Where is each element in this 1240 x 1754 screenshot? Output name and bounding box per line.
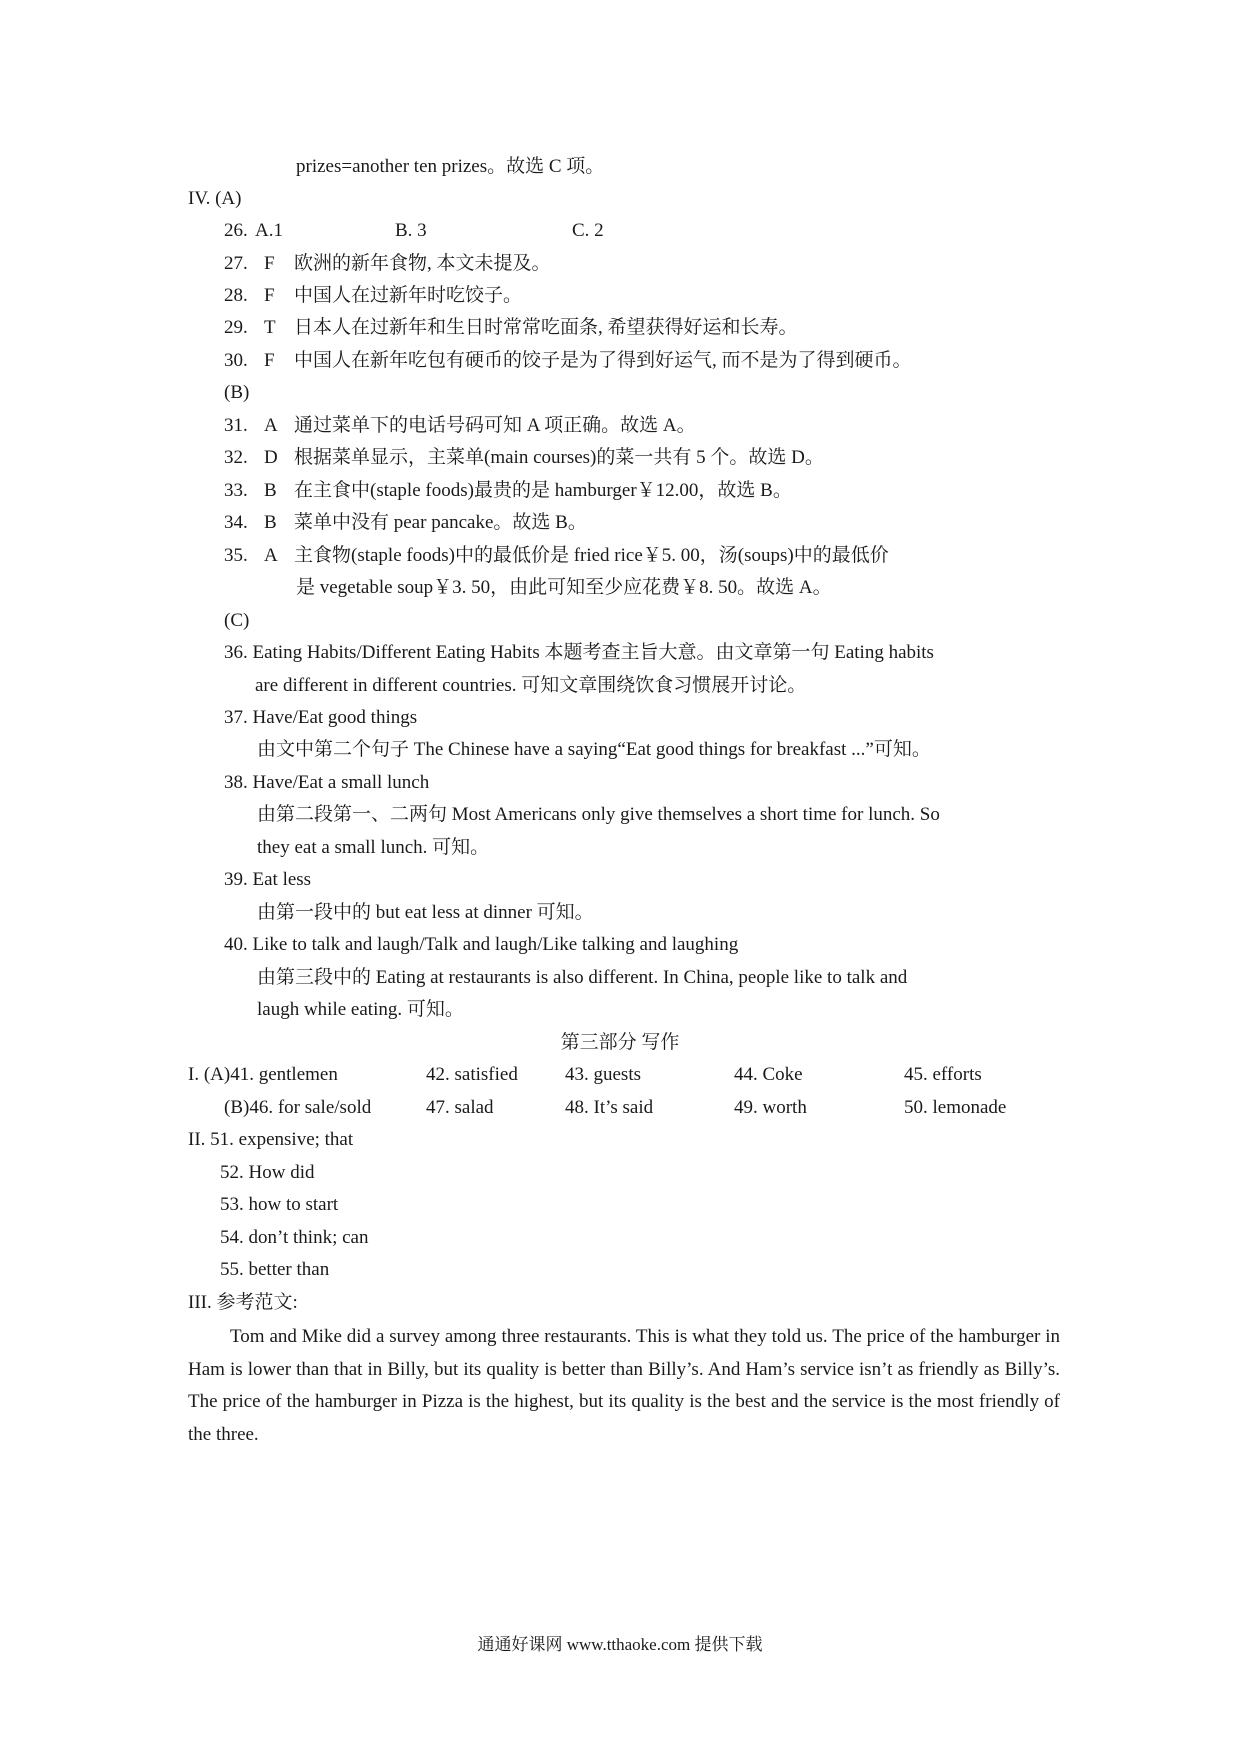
q40-explanation: laugh while eating. 可知。 [257,999,464,1020]
q38-explanation: they eat a small lunch. 可知。 [257,837,490,858]
part-b-label: (B) [224,382,250,403]
q37-answer: 37. Have/Eat good things [224,707,418,728]
part-c-label: (C) [224,610,250,631]
model-essay: Tom and Mike did a survey among three restaurants. This is what they told us. The price of the hamburger in Ham is lower than that in Billy, but its quality is better than Billy’s. And Ham’s service isn’t as friendly as Billy’s. The price of the hamburger in Pizza is the highest, but its quality is the best and the service is the most friendly of the three. [188,1326,1060,1445]
section-iv-a-header: IV. (A) [188,188,242,209]
q36-line: are different in different countries. 可知文章围绕饮食习惯展开讨论。 [255,675,807,696]
vocab-answer: I. (A)41. gentlemen [188,1064,338,1085]
q36-line: 36. Eating Habits/Different Eating Habits 本题考查主旨大意。由文章第一句 Eating habits [224,642,934,663]
page-footer: 通通好课网 www.tthaoke.com 提供下载 [477,1635,763,1654]
q35-continuation: 是 vegetable soup￥3. 50，由此可知至少应花费￥8. 50。故选 A。 [296,577,832,598]
answer-item: 33. B 在主食中(staple foods)最贵的是 hamburger￥12.00，故选 B。 [224,480,792,501]
vocab-answer: 49. worth [734,1097,807,1118]
vocab-answer: 50. lemonade [904,1097,1007,1118]
part3-title: 第三部分 写作 [560,1032,680,1053]
answer-item: 31. A 通过菜单下的电话号码可知 A 项正确。故选 A。 [224,415,696,436]
vocab-answer: (B)46. for sale/sold [224,1097,372,1118]
model-essay-header: III. 参考范文: [188,1292,298,1313]
q40-explanation: 由第三段中的 Eating at restaurants is also different. In China, people like to talk and [257,967,908,988]
sentence-answer: 54. don’t think; can [220,1227,369,1248]
answer-item: 29. T 日本人在过新年和生日时常常吃面条, 希望获得好运和长寿。 [224,317,798,338]
q26-option-b: B. 3 [395,220,427,241]
prev-answer-continuation: prizes=another ten prizes。故选 C 项。 [296,156,605,177]
q38-explanation: 由第二段第一、二两句 Most Americans only give themselves a short time for lunch. So [257,804,940,825]
answer-item: 28. F 中国人在过新年时吃饺子。 [224,285,523,306]
sentence-answer: 55. better than [220,1259,330,1280]
q39-answer: 39. Eat less [224,869,312,890]
q39-explanation: 由第一段中的 but eat less at dinner 可知。 [257,902,594,923]
sentence-answer: 53. how to start [220,1194,339,1215]
vocab-answer: 44. Coke [734,1064,803,1085]
q37-explanation: 由文中第二个句子 The Chinese have a saying“Eat good things for breakfast ...”可知。 [257,739,931,760]
vocab-answer: 42. satisfied [426,1064,518,1085]
q26-option-c: C. 2 [572,220,604,241]
answer-item: 30. F 中国人在新年吃包有硬币的饺子是为了得到好运气, 而不是为了得到硬币。 [224,350,912,371]
q26-option-a: A.1 [255,220,283,241]
vocab-answer: 45. efforts [904,1064,982,1085]
answer-item: 35. A 主食物(staple foods)中的最低价是 fried rice￥5. 00，汤(soups)中的最低价 [224,545,889,566]
answer-item: 34. B 菜单中没有 pear pancake。故选 B。 [224,512,587,533]
vocab-answer: 47. salad [426,1097,494,1118]
q40-answer: 40. Like to talk and laugh/Talk and laugh/Like talking and laughing [224,934,739,955]
answer-item: 27. F 欧洲的新年食物, 本文未提及。 [224,253,551,274]
q38-answer: 38. Have/Eat a small lunch [224,772,430,793]
sentence-answer: II. 51. expensive; that [188,1129,354,1150]
q26-label: 26. [224,220,248,241]
vocab-answer: 48. It’s said [565,1097,654,1118]
answer-item: 32. D 根据菜单显示，主菜单(main courses)的菜一共有 5 个。故选 D。 [224,447,824,468]
vocab-answer: 43. guests [565,1064,641,1085]
sentence-answer: 52. How did [220,1162,315,1183]
